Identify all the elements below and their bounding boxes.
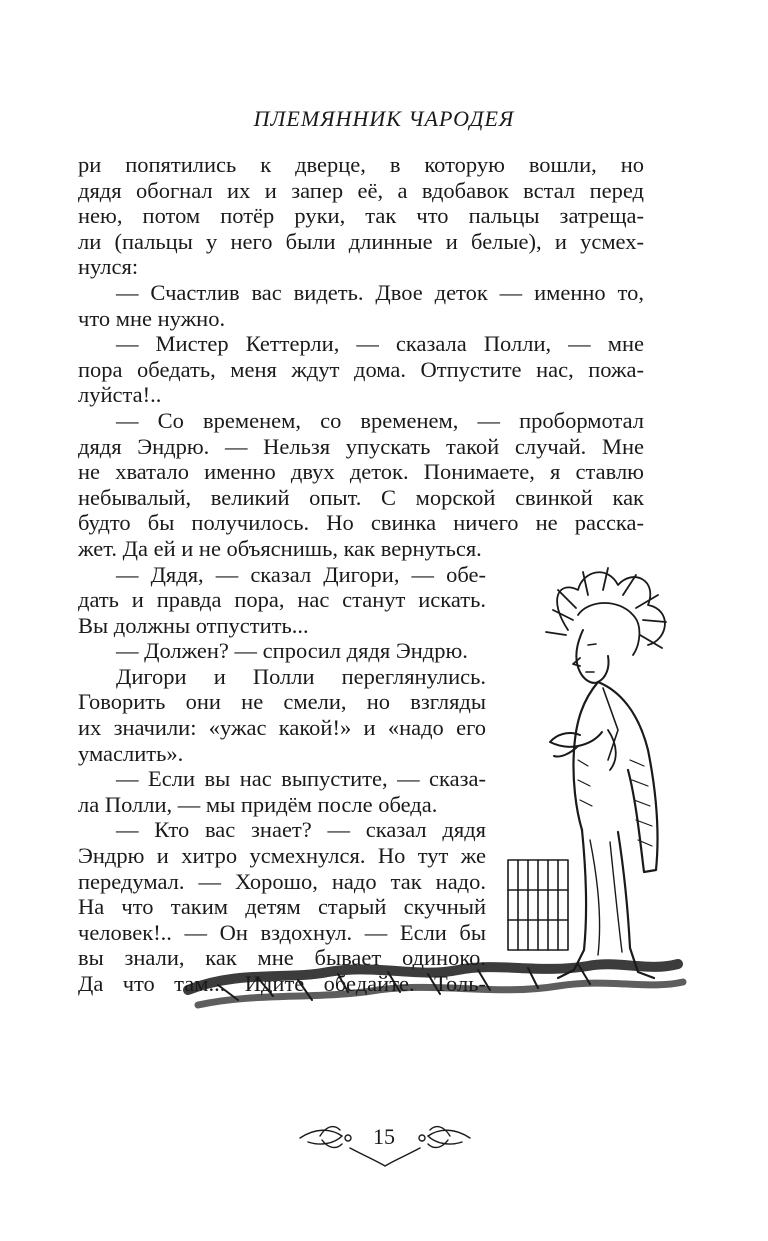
hair (546, 568, 666, 655)
text-line: — Счастлив вас видеть. Двое деток — именно то, (116, 279, 644, 305)
text-line: вы знали, как мне бывает одиноко. (78, 945, 486, 971)
text-line: что мне нужно. (78, 305, 226, 331)
text-line: Вы должны отпустить... (78, 612, 309, 638)
text-line: нулся: (78, 254, 139, 280)
text-line: луйста!.. (78, 382, 162, 408)
background-shelves (508, 860, 568, 950)
text-line: будто бы получилось. Но свинка ничего не расска- (78, 510, 644, 536)
text-line: их значили: «ужас какой!» и «надо его (78, 715, 486, 741)
text-line: — Мистер Кеттерли, — сказала Полли, — мне (116, 331, 644, 357)
text-line: дядя обогнал их и запер её, а вдобавок встал перед (78, 177, 644, 203)
text-line: пора обедать, меня ждут дома. Отпустите нас, пожа- (78, 356, 644, 382)
text-line: — Со временем, со временем, — пробормотал (116, 407, 644, 433)
text-line: дядя Эндрю. — Нельзя упускать такой случай. Мне (78, 433, 644, 459)
text-line: небывалый, великий опыт. С морской свинкой как (78, 484, 644, 510)
text-line: нею, потом потёр руки, так что пальцы затреща- (78, 203, 644, 229)
text-line: Дигори и Полли переглянулись. (116, 663, 486, 689)
text-line: умаслить». (78, 740, 184, 766)
text-line: — Должен? — спросил дядя Эндрю. (116, 638, 468, 664)
page-number: 15 (373, 1124, 395, 1149)
uncle-andrew-illustration (178, 560, 698, 1020)
text-line: Эндрю и хитро усмехнулся. Но тут же (78, 843, 486, 869)
text-line: — Дядя, — сказал Дигори, — обе- (116, 561, 486, 587)
text-line: ли (пальцы у него были длинные и белые), и усмех- (78, 228, 644, 254)
text-line: жет. Да ей и не объяснишь, как вернуться. (78, 535, 482, 561)
face (576, 630, 608, 683)
text-line: передумал. — Хорошо, надо так надо. (78, 868, 486, 894)
text-line: — Если вы нас выпустите, — сказа- (116, 766, 486, 792)
text-line: не хватало именно двух деток. Понимаете, я ставлю (78, 459, 644, 485)
text-line: — Кто вас знает? — сказал дядя (116, 817, 486, 843)
text-line: ла Полли, — мы придём после обеда. (78, 791, 438, 817)
coat (598, 682, 658, 872)
text-line: На что таким детям старый скучный (78, 894, 486, 920)
text-line: дать и правда пора, нас станут искать. (78, 587, 486, 613)
legs (558, 830, 654, 978)
text-line: Да что там... Идите обедайте. Толь- (78, 971, 486, 996)
text-line: человек!.. — Он вздохнул. — Если бы (78, 919, 486, 945)
text-line: Говорить они не смели, но взгляды (78, 689, 486, 715)
page-footer (0, 1108, 768, 1168)
text-line: ри попятились к дверце, в которую вошли, но (78, 152, 644, 177)
running-header: ПЛЕМЯННИК ЧАРОДЕЯ (253, 106, 515, 131)
